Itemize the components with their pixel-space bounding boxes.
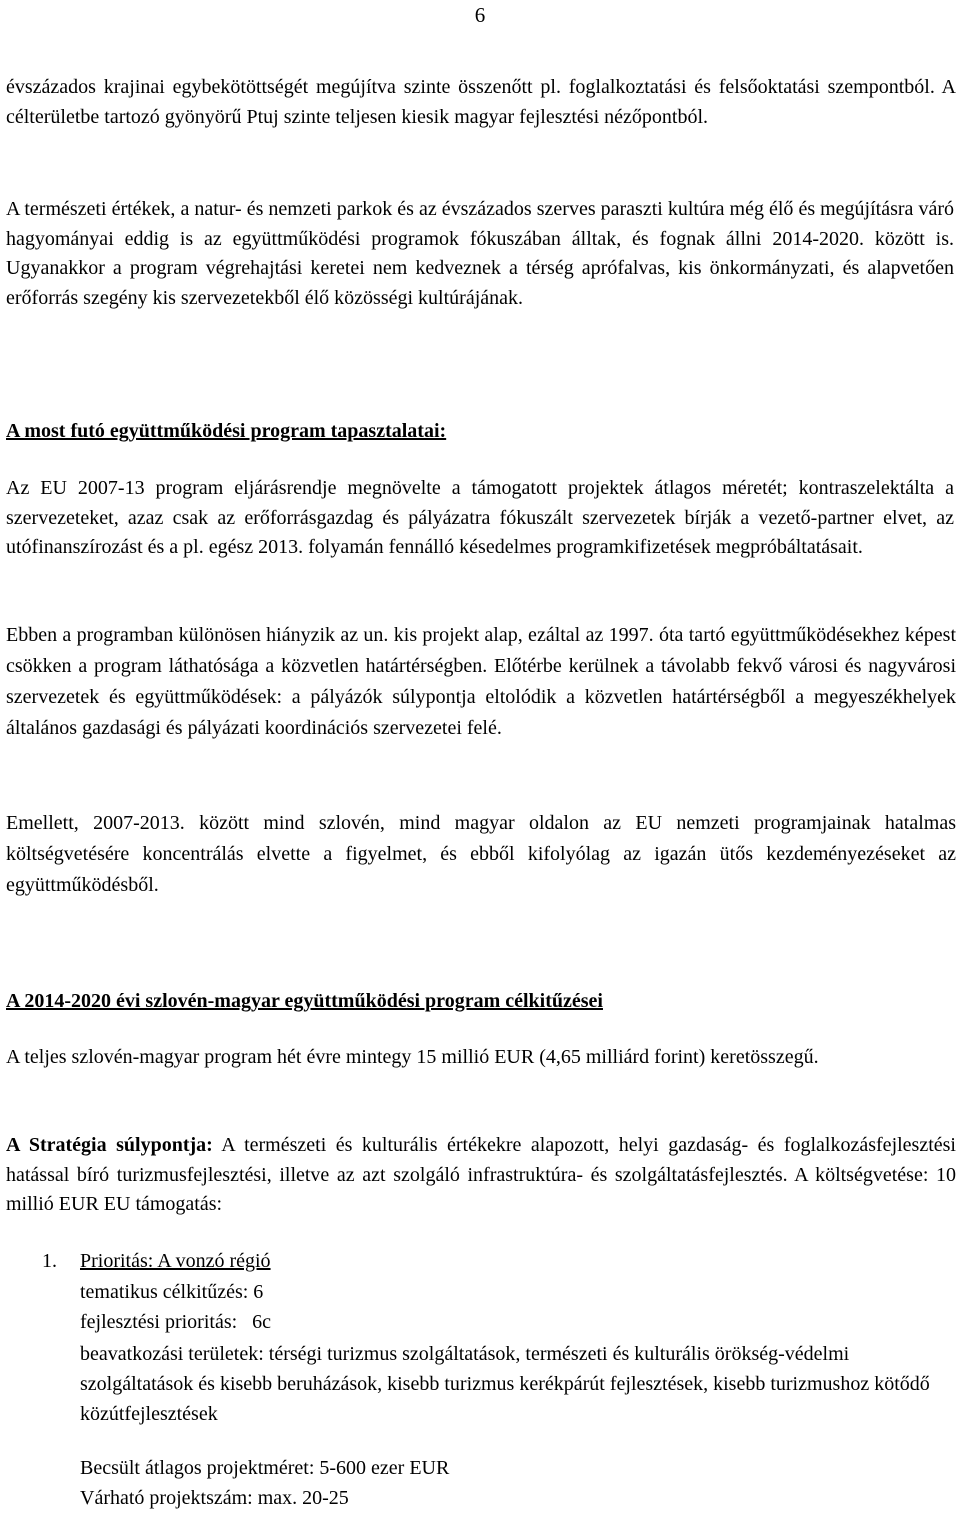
intro-paragraph: évszázados krajinai egybekötöttségét megújítva szinte összenőtt pl. foglalkoztatási és felsőoktatási szempontból. A célterületbe tartozó gyönyörű Ptuj szinte teljesen kiesik magyar fejlesztési nézőpontból. <box>6 76 956 128</box>
priority-thematic-goal: tematikus célkitűzés: 6 <box>80 1281 264 1303</box>
priority-title: Prioritás: A vonzó régió <box>80 1250 271 1272</box>
strategy-paragraph <box>6 1131 956 1220</box>
priority-estimated-project-size: Becsült átlagos projektméret: 5-600 ezer EUR <box>80 1457 450 1479</box>
priority-expected-project-count: Várható projektszám: max. 20-25 <box>80 1487 349 1509</box>
page-number: 6 <box>474 3 486 27</box>
experiences-paragraph-1: Az EU 2007-13 program eljárásrendje megnövelte a támogatott projektek átlagos méretét; kontraszelektálta a szervezeteket, azaz csak az erőforrásgazdag és pályázatra fókuszált szervezetek bírják a vezető-partner elvet, az utófinanszírozást és a pl. egész 2013. folyamán fennálló késedelmes programkifizetések megpróbáltatásait. <box>6 477 954 558</box>
natural-values-paragraph: A természeti értékek, a natur- és nemzeti parkok és az évszázados szerves paraszti kultúra még élő és megújításra váró hagyományai eddig is az együttműködési programok fókuszában álltak, és fognak állni 2014-2020. között is. Ugyanakkor a program végrehajtási keretei nem kedveznek a térség aprófalvas, kis önkormányzati, és alapvetően erőforrás szegény kis szervezetekből élő közösségi kultúrájának. <box>6 198 954 309</box>
section-heading-experiences: A most futó együttműködési program tapasztalatai: <box>6 420 447 442</box>
priority-number: 1. <box>42 1250 57 1272</box>
strategy-label: A Stratégia súlypontja: <box>6 1134 213 1156</box>
strategy-text: A természeti és kulturális értékekre alapozott, helyi gazdaság- és foglalkozásfejlesztési hatással bíró turizmusfejlesztési, illetve az azt szolgáló infrastruktúra- és szolgáltatásfejlesztés. A költségvetése: 10 millió EUR EU támogatás: <box>6 1134 956 1215</box>
goals-paragraph-1: A teljes szlovén-magyar program hét évre mintegy 15 millió EUR (4,65 milliárd forint) keretösszegű. <box>6 1046 819 1068</box>
experiences-paragraph-3: Emellett, 2007-2013. között mind szlovén, mind magyar oldalon az EU nemzeti programjainak hatalmas költségvetésére koncentrálás elvette a figyelmet, és ebből kifolyólag az igazán ütős kezdeményezéseket az együttműködésből. <box>6 812 956 896</box>
experiences-paragraph-2: Ebben a programban különösen hiányzik az un. kis projekt alap, ezáltal az 1997. óta tartó együttműködésekhez képest csökken a program láthatósága a közvetlen határtérségben. Előtérbe kerülnek a távolabb fekvő városi és nagyvárosi szervezetek és együttműködések: a pályázók súlypontja eltolódik a közvetlen határtérségből a megyeszékhelyek általános gazdasági és pályázati koordinációs szervezetei felé. <box>6 624 956 739</box>
priority-intervention-areas: beavatkozási területek: térségi turizmus szolgáltatások, természeti és kulturális örökség-védelmi szolgáltatások és kisebb beruházások, kisebb turizmus kerékpárút fejlesztések, kisebb turizmushoz kötődő közútfejlesztések <box>80 1343 930 1425</box>
priority-development-priority: fejlesztési prioritás: 6c <box>80 1311 272 1333</box>
section-heading-goals: A 2014-2020 évi szlovén-magyar együttműködési program célkitűzései <box>6 990 603 1012</box>
